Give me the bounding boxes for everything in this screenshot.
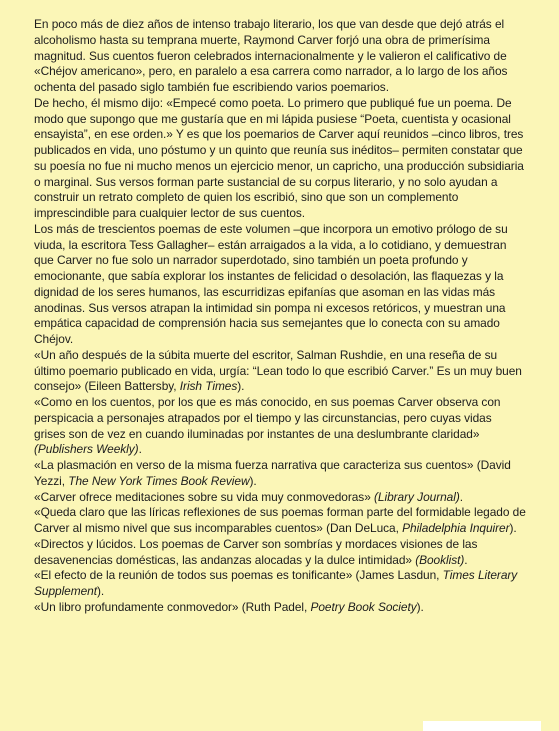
quote-text: «Directos y lúcidos. Los poemas de Carver son sombrías y mordaces visiones de las desavenencias domésticas, las andanzas alocadas y la dulce intimidad» [34, 536, 478, 567]
quote-author: (Dan DeLuca, [326, 521, 403, 535]
review-quote [34, 600, 526, 616]
quote-publication: (Publishers Weekly) [34, 442, 139, 457]
quote-text: «El efecto de la reunión de todos sus poemas es tonificante» [34, 568, 356, 583]
quote-tail: ). [416, 599, 424, 614]
quote-tail: ). [249, 473, 257, 488]
quote-publication: The New York Times Book Review [68, 473, 250, 488]
quote-publication: Irish Times [179, 379, 238, 394]
intro-paragraph: De hecho, él mismo dijo: «Empecé como poeta. Lo primero que publiqué fue un poema. De modo que supongo que me gustaría que en mi lápida pusiese “Poeta, cuentista y ocasional ensayista”, en ese orden.» Y es que los poemarios de Carver aquí reunidos –cinco libros, tres publicados en vida, uno póstumo y un quinto que reunía sus inéditos– permiten constatar que su poesía no fue ni mucho menos un ejercicio menor, un capricho, una producción subsidiaria o marginal. Sus versos forman parte sustancial de su corpus literario, y no solo ayudan a construir un retrato completo de quien los escribió, sino que son un complemento imprescindible para cualquier lector de sus cuentos. [34, 95, 524, 220]
quote-publication: (Booklist) [415, 552, 465, 567]
quote-tail: ). [237, 379, 245, 394]
quote-text: «Carver ofrece meditaciones sobre su vida muy conmovedoras» [34, 489, 375, 504]
quote-publication: Philadelphia Inquirer [402, 521, 510, 535]
quote-author: (David Yezzi, [34, 458, 511, 488]
review-quote [34, 537, 526, 569]
barcode-strip [423, 721, 541, 731]
back-cover-text [34, 17, 526, 616]
quote-publication: (Library Journal) [374, 489, 460, 504]
review-quote [34, 505, 526, 537]
quote-tail: . [138, 442, 142, 457]
quote-author: (James Lasdun, [355, 568, 443, 583]
quote-tail: ). [96, 584, 105, 598]
quote-text: «Un libro profundamente conmovedor» [34, 599, 242, 614]
quote-publication: Poetry Book Society [310, 599, 417, 614]
quote-author: (Ruth Padel, [241, 599, 311, 614]
quote-author: (Eileen Battersby, [84, 379, 180, 394]
quote-text: «Como en los cuentos, por los que es más conocido, en sus poemas Carver observa con perspicacia a personajes atrapados por el tiempo y las circunstancias, pero cuyas vidas grises son de vez en cuando iluminadas por instantes de una deslumbrante claridad» [34, 395, 501, 441]
review-quote [34, 490, 526, 506]
quote-tail: ). [509, 521, 517, 535]
intro-paragraph: En poco más de diez años de intenso trabajo literario, los que van desde que dejó atrás el alcoholismo hasta su temprana muerte, Raymond Carver forjó una obra de primerísima magnitud. Sus cuentos fueron celebrados internacionalmente y le valieron el calificativo de «Chéjov americano», pero, en paralelo a esa carrera como narrador, a lo largo de los años ochenta del pasado siglo también fue escribiendo varios poemarios. [34, 17, 508, 94]
intro-paragraph: Los más de trescientos poemas de este volumen –que incorpora un emotivo prólogo de su viuda, la escritora Tess Gallagher– están arraigados a la vida, a lo cotidiano, y demuestran que Carver no fue solo un narrador superdotado, sino también un poeta profundo y emocionante, que sabía explorar los instantes de felicidad o desolación, las flaquezas y la dignidad de los seres humanos, las escurridizas epifanías que asoman en las vidas más anodinas. Sus versos atrapan la intimidad sin pompa ni excesos retóricos, y muestran una empática capacidad de comprensión hacia sus semejantes que lo conecta con su amado Chéjov. [34, 221, 508, 346]
quote-tail: . [459, 489, 463, 504]
quote-text: «Un año después de la súbita muerte del escritor, Salman Rushdie, en una reseña de su último poemario publicado en vida, urgía: “Lean todo lo que escribió Carver.” Es un muy buen consejo» [34, 347, 522, 394]
review-quote [34, 395, 526, 458]
quote-publication: Times Literary Supplement [34, 568, 518, 598]
review-quote [34, 348, 526, 395]
quote-text: «La plasmación en verso de la misma fuerza narrativa que caracteriza sus cuentos» [34, 458, 477, 472]
quote-tail: . [464, 552, 468, 567]
review-quote [34, 458, 526, 490]
review-quote [34, 568, 526, 600]
quote-text: «Queda claro que las líricas reflexiones de sus poemas forman parte del formidable legado de Carver al mismo nivel que sus incomparables cuentos» [34, 505, 526, 535]
